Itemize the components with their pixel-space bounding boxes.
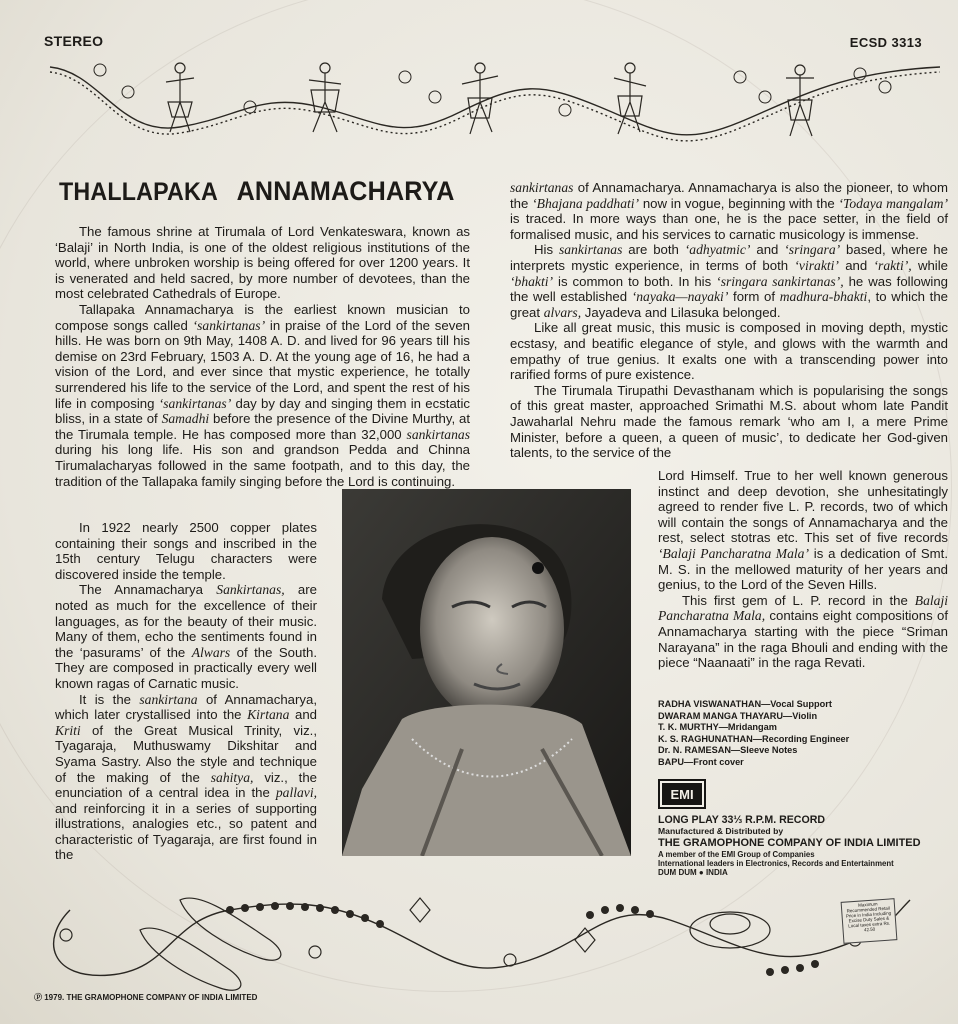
title-second: ANNAMACHARYA — [236, 176, 455, 206]
credit-line: K. S. RAGHUNATHAN—Recording Engineer — [658, 733, 850, 744]
credit-line: T. K. MURTHY—Mridangam — [658, 722, 777, 733]
paragraph: Tallapaka Annamacharya is the earliest known musician to compose songs called ‘sankirtanas’ in praise of the Lord of the seven hills. He was born on 9th May, 1408 A. D. and lived for 96 years till his demise on 23rd February, 1503 A. D. At the young age of 16, he had a vision of the Lord, and ever since that mystic experience, he totally surrendered his life to the service of the Lord, and spent the rest of his life in composing ‘sankirtanas’ day by day and singing them in ecstatic bliss, in a state of Samadhi before the presence of the Divine Murthy, at the Tirumala temple. He has composed more than 32,000 sankirtanas during his long life. His son and grandson Pedda and Chinna Tirumalacharyas followed in the same footpath, and to this day, the tradition of the Tallapaka family singing before the Lord is continuing. — [55, 301, 470, 489]
stereo-label: STEREO — [44, 33, 104, 49]
catalog-number: ECSD 3313 — [849, 35, 922, 50]
left-column-bottom — [55, 520, 317, 863]
paragraph: The Annamacharya Sankirtanas, are noted as much for the excellence of their languages, as for the beauty of their music. Many of them, echo the sentiments found in the ‘pasurams’ of the Alwars of the South. They are composed in practically every well known ragas of Carnatic music. — [55, 582, 318, 691]
singer-portrait-photo — [342, 489, 631, 856]
dancer-figures — [166, 63, 814, 136]
price-sticker: Maximum Recommended Retail Price in India Including Excise Duty Sales & Local taxes extra Rs. 42.50 — [841, 898, 898, 944]
sandals-and-flowers — [60, 898, 861, 990]
right-column-top — [510, 180, 948, 461]
credit-line: RADHA VISWANATHAN—Vocal Support — [658, 699, 832, 709]
paragraph: It is the sankirtana of Annamacharya, which later crystallised into the Kirtana and Kriti of the Great Musical Trinity, viz., Tyagaraja, Muthuswamy Dikshitar and Syama Sastry. Also the style and technique of the making of the sahitya, viz., the enunciation of a central idea in the pallavi, and reinforcing it in a series of supporting illustrations, analogies etc., so patent and characteristic of Tyagaraja, are first found in the — [55, 691, 318, 863]
paragraph: sankirtanas of Annamacharya. Annamacharya is also the pioneer, to whom the ‘Bhajana paddhati’ now in vogue, beginning with the ‘Todaya mangalam’ is traced. In more ways than one, he is the pace setter, in the field of formalised music, and his services to carnatic musicology is immense. — [510, 180, 949, 242]
bottom-ornament-border — [30, 880, 940, 998]
company-members: A member of the EMI Group of Companies International leaders in Electronics, Records and Entertainment — [658, 850, 894, 868]
manufactured-by: Manufactured & Distributed by — [658, 826, 784, 836]
paragraph: The Tirumala Tirupathi Devasthanam which is popularising the songs of this great master, approached Srimathi M.S. about whom late Pandit Jawaharlal Nehru made the famous remark ‘who am I, a mere Prime Minister, before a queen, a queen of music’, to dedicate her God-given talents, to the service of the — [510, 382, 948, 461]
page-title — [59, 176, 455, 207]
paragraph: In 1922 nearly 2500 copper plates containing their songs and inscribed in the 15th century Telugu characters were discovered inside the temple. — [55, 520, 317, 582]
left-column-top — [55, 224, 470, 489]
copyright-notice: Ⓟ 1979. THE GRAMOPHONE COMPANY OF INDIA LIMITED — [34, 993, 258, 1002]
paragraph: Lord Himself. True to her well known generous instinct and deep devotion, she unhesitatingly agreed to render five L. P. records, two of which will contain the songs of Annamacharya and the rest, select stotras etc. This set of five records ‘Balaji Pancharatna Mala’ is a dedication of Smt. M. S. in the mellowed maturity of her years and genius, to the Lord of the Seven Hills. — [658, 468, 948, 593]
credits-list — [658, 699, 849, 769]
emi-logo: EMI — [658, 779, 706, 809]
bead-garland — [226, 902, 819, 976]
paragraph: Like all great music, this music is composed in moving depth, mystic ecstasy, and beatific elegance of style, and glows with the warmth and empathy of true genius. It exalts one with a transcending power into rarified forms of pure existence. — [510, 320, 948, 383]
title-first: THALLAPAKA — [59, 178, 219, 206]
company-location: DUM DUM ● INDIA — [658, 868, 728, 877]
record-format: LONG PLAY 33⅓ R.P.M. RECORD — [658, 814, 825, 826]
paragraph: The famous shrine at Tirumala of Lord Venkateswara, known as ‘Balaji’ in North India, is one of the oldest religious institutions of the world, where unbroken worship is being offered for over 1200 years. It is venerated and held sacred, by more number of devotees, than the most celebrated Cathedrals of Europe. — [55, 224, 470, 302]
paragraph: This first gem of L. P. record in the Balaji Pancharatna Mala, contains eight compositions of Annamacharya starting with the piece “Sriman Narayana” in the raga Bhouli and ending with the piece “Naanaati” in the raga Revati. — [658, 592, 948, 671]
top-dancers-border — [40, 52, 948, 152]
right-column-bottom — [658, 468, 948, 671]
company-name: THE GRAMOPHONE COMPANY OF INDIA LIMITED — [658, 837, 921, 849]
credit-line: Dr. N. RAMESAN—Sleeve Notes — [658, 745, 798, 756]
credit-line: DWARAM MANGA THAYARU—Violin — [658, 710, 818, 721]
credit-line: BAPU—Front cover — [658, 756, 744, 767]
paragraph: His sankirtanas are both ‘adhyatmic’ and ‘sringara’ based, where he interprets mystic experience, in terms of both ‘virakti’ and ‘rakti’, while ‘bhakti’ is common to both. In his ‘sringara sankirtanas’, he was following the well established ‘nayaka—nayaki’ form of madhura-bhakti, to which the great alvars, Jayadeva and Lilasuka belonged. — [510, 242, 948, 320]
